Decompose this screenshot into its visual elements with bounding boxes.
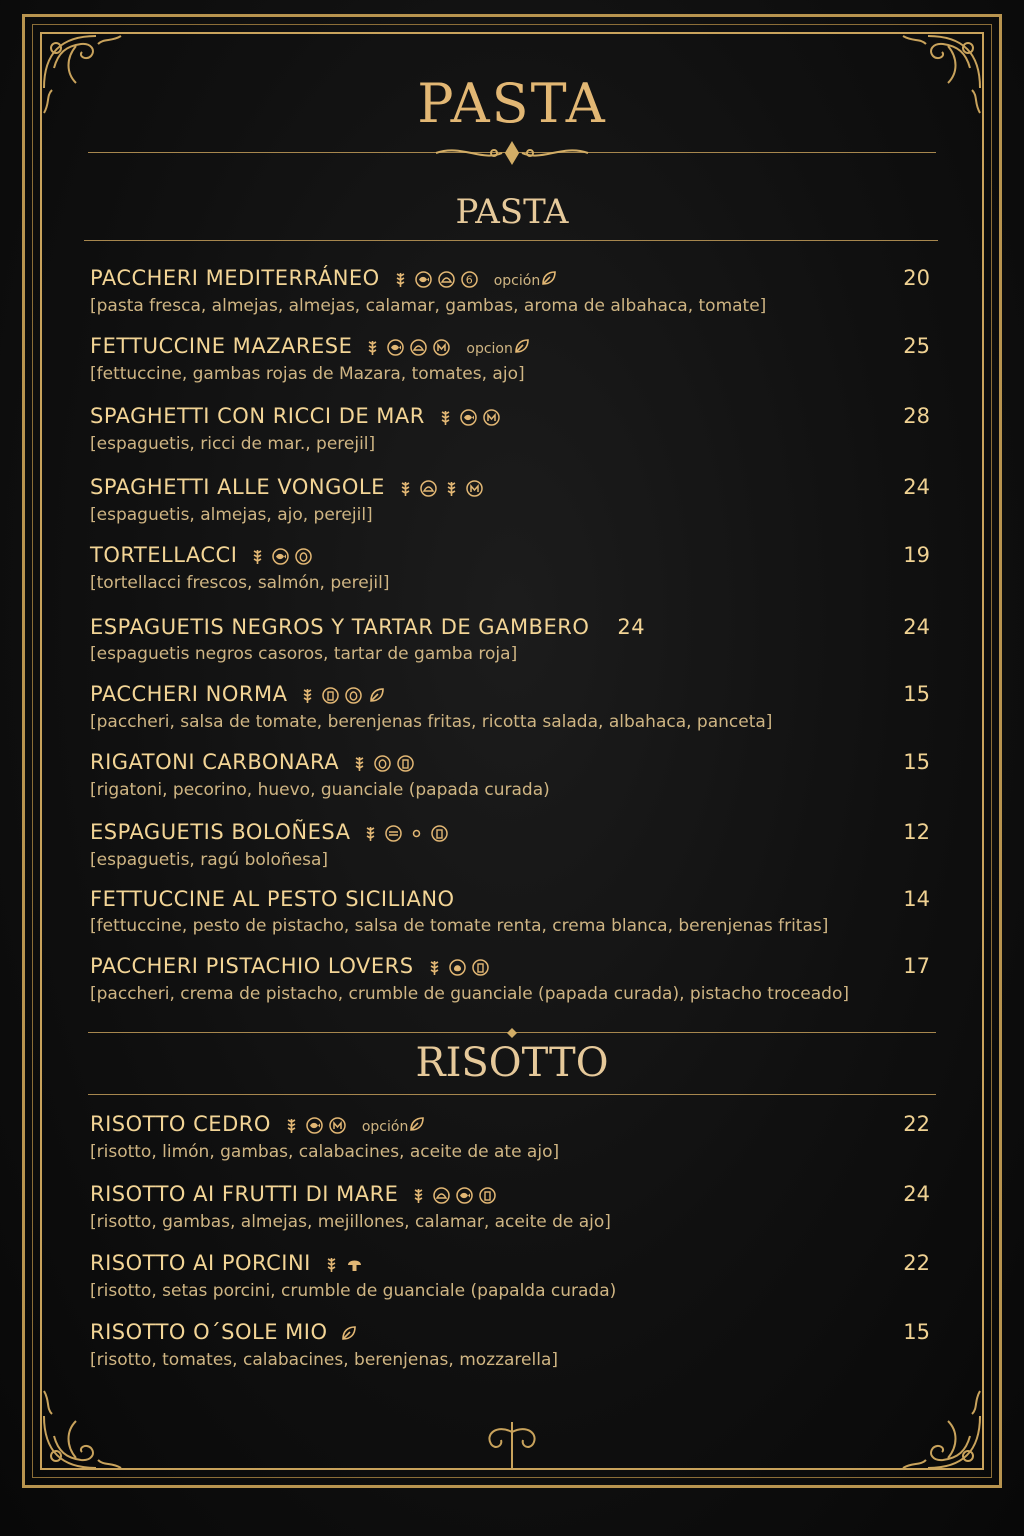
- item-price: 17: [903, 954, 930, 978]
- allergen-icons: [362, 821, 454, 845]
- menu-item: [90, 954, 930, 1004]
- item-name: [90, 1320, 930, 1345]
- item-price: 24: [903, 615, 930, 639]
- menu-item: [90, 266, 930, 316]
- shellfish-icon: [438, 271, 455, 288]
- item-price: 20: [903, 266, 930, 290]
- allergen-icons: [299, 683, 391, 707]
- shellfish-icon: [410, 339, 427, 356]
- item-extra-price: 24: [617, 615, 646, 639]
- item-name: [90, 475, 930, 500]
- allergen-icons: [437, 405, 506, 429]
- fish-icon: [272, 548, 289, 565]
- item-price: 12: [903, 820, 930, 844]
- wheat-icon: [364, 339, 381, 356]
- celery-icon: [385, 825, 402, 842]
- wheat-icon: [410, 1187, 427, 1204]
- item-description: [paccheri, salsa de tomate, berenjenas fritas, ricotta salada, albahaca, panceta]: [90, 712, 773, 732]
- dot-icon: [408, 825, 425, 842]
- item-description: [risotto, tomates, calabacines, berenjenas, mozzarella]: [90, 1350, 558, 1370]
- item-name: [90, 820, 930, 845]
- item-title: ESPAGUETIS BOLOÑESA: [90, 820, 351, 844]
- menu-item: [90, 543, 930, 593]
- item-price: 24: [903, 1182, 930, 1206]
- allergen-icons: [410, 1183, 502, 1207]
- item-title: RIGATONI CARBONARA: [90, 750, 340, 774]
- leaf-icon: [368, 687, 385, 704]
- menu-item: [90, 1112, 930, 1162]
- menu-item: [90, 615, 930, 664]
- item-title: RISOTTO AI PORCINI: [90, 1251, 311, 1275]
- item-title: RISOTTO O´SOLE MIO: [90, 1320, 328, 1344]
- item-name: [90, 1182, 930, 1207]
- mollusc-icon: [483, 409, 500, 426]
- item-name: [90, 887, 930, 911]
- menu-item: [90, 682, 930, 732]
- item-description: [espaguetis, ricci de mar., perejil]: [90, 434, 376, 454]
- item-title: SPAGHETTI CON RICCI DE MAR: [90, 404, 425, 428]
- item-price: 22: [903, 1112, 930, 1136]
- wheat-icon: [437, 409, 454, 426]
- menu-item: [90, 887, 930, 936]
- leaf-icon: [408, 1116, 425, 1133]
- mollusc-icon: [466, 480, 483, 497]
- title-flourish: [432, 140, 592, 171]
- allergen-icons: [283, 1113, 352, 1137]
- wheat-icon: [299, 687, 316, 704]
- egg-icon: [295, 548, 312, 565]
- milk-icon: [431, 825, 448, 842]
- item-description: [espaguetis, almejas, ajo, perejil]: [90, 505, 373, 525]
- bottom-center-ornament: [477, 1420, 547, 1475]
- item-name: [90, 266, 930, 291]
- allergen-icons: [426, 955, 495, 979]
- option-label: opción: [493, 273, 541, 289]
- allergen-icons: [323, 1252, 369, 1276]
- section-title-pasta: PASTA: [455, 192, 569, 232]
- wheat-icon: [443, 480, 460, 497]
- item-name: [90, 1112, 930, 1137]
- item-price: 15: [903, 1320, 930, 1344]
- milk-icon: [322, 687, 339, 704]
- item-title: FETTUCCINE MAZARESE: [90, 334, 353, 358]
- item-price: 15: [903, 682, 930, 706]
- leaf-icon: [340, 1325, 357, 1342]
- svg-text:6: 6: [465, 273, 473, 287]
- allergen-icons: [364, 335, 456, 359]
- item-description: [espaguetis negros casoros, tartar de gamba roja]: [90, 644, 518, 664]
- menu-item: [90, 404, 930, 454]
- fish-icon: [306, 1117, 323, 1134]
- item-title: RISOTTO CEDRO: [90, 1112, 271, 1136]
- item-title: TORTELLACCI: [90, 543, 238, 567]
- item-name: [90, 615, 930, 639]
- item-description: [fettuccine, pesto de pistacho, salsa de tomate renta, crema blanca, berenjenas fritas]: [90, 916, 829, 936]
- leaf-icon: [540, 270, 557, 287]
- shellfish-icon: [420, 480, 437, 497]
- allergen-icons: [351, 751, 420, 775]
- wheat-icon: [362, 825, 379, 842]
- item-title: RISOTTO AI FRUTTI DI MARE: [90, 1182, 399, 1206]
- wheat-icon: [351, 755, 368, 772]
- fish-icon: [415, 271, 432, 288]
- egg-icon: [345, 687, 362, 704]
- option-label: opción: [361, 1119, 409, 1135]
- wheat-icon: [426, 959, 443, 976]
- item-price: 25: [903, 334, 930, 358]
- item-price: 14: [903, 887, 930, 911]
- item-name: [90, 404, 930, 429]
- item-description: [pasta fresca, almejas, almejas, calamar, gambas, aroma de albahaca, tomate]: [90, 296, 767, 316]
- item-title: SPAGHETTI ALLE VONGOLE: [90, 475, 385, 499]
- egg-icon: [374, 755, 391, 772]
- item-description: [fettuccine, gambas rojas de Mazara, tomates, ajo]: [90, 364, 525, 384]
- section-title-risotto: RISOTTO: [415, 1040, 609, 1086]
- fish-icon: [460, 409, 477, 426]
- shellfish-icon: [433, 1187, 450, 1204]
- milk-icon: [479, 1187, 496, 1204]
- item-title: ESPAGUETIS NEGROS Y TARTAR DE GAMBERO: [90, 615, 590, 639]
- section-divider: [84, 240, 938, 241]
- item-description: [paccheri, crema de pistacho, crumble de guanciale (papada curada), pistacho troceado]: [90, 984, 850, 1004]
- allergen-icons: [340, 1321, 363, 1345]
- page-title: PASTA: [417, 72, 607, 135]
- section-divider: [88, 1094, 936, 1095]
- allergen-icons: [249, 544, 318, 568]
- menu-item: [90, 820, 930, 870]
- menu-item: [90, 1251, 930, 1301]
- option-label: opcion: [466, 341, 513, 357]
- item-title: PACCHERI MEDITERRÁNEO: [90, 266, 380, 290]
- mushroom-icon: [346, 1256, 363, 1273]
- menu-item: [90, 750, 930, 800]
- item-price: 28: [903, 404, 930, 428]
- item-title: PACCHERI NORMA: [90, 682, 288, 706]
- item-name: [90, 1251, 930, 1276]
- item-description: [risotto, setas porcini, crumble de guanciale (papalda curada): [90, 1281, 617, 1301]
- allergen-icons: [392, 267, 484, 291]
- menu-item: [90, 334, 930, 384]
- menu-item: [90, 1320, 930, 1370]
- fish-icon: [387, 339, 404, 356]
- item-price: 24: [903, 475, 930, 499]
- item-name: [90, 682, 930, 707]
- six-icon: [461, 271, 478, 288]
- mollusc-icon: [433, 339, 450, 356]
- milk-icon: [472, 959, 489, 976]
- item-title: FETTUCCINE AL PESTO SICILIANO: [90, 887, 455, 911]
- wheat-icon: [397, 480, 414, 497]
- fish-icon: [456, 1187, 473, 1204]
- item-name: [90, 543, 930, 568]
- item-name: [90, 954, 930, 979]
- item-description: [rigatoni, pecorino, huevo, guanciale (papada curada): [90, 780, 550, 800]
- milk-icon: [397, 755, 414, 772]
- item-description: [espaguetis, ragú boloñesa]: [90, 850, 329, 870]
- corner-ornament-bottom-left: [36, 1366, 146, 1476]
- item-description: [risotto, gambas, almejas, mejillones, calamar, aceite de ajo]: [90, 1212, 611, 1232]
- item-price: 19: [903, 543, 930, 567]
- nut-icon: [449, 959, 466, 976]
- item-title: PACCHERI PISTACHIO LOVERS: [90, 954, 414, 978]
- item-description: [tortellacci frescos, salmón, perejil]: [90, 573, 390, 593]
- wheat-icon: [392, 271, 409, 288]
- item-description: [risotto, limón, gambas, calabacines, aceite de ate ajo]: [90, 1142, 560, 1162]
- wheat-icon: [283, 1117, 300, 1134]
- menu-item: [90, 475, 930, 525]
- menu-item: [90, 1182, 930, 1232]
- corner-ornament-bottom-right: [878, 1366, 988, 1476]
- allergen-icons: [397, 476, 489, 500]
- wheat-icon: [249, 548, 266, 565]
- item-price: 15: [903, 750, 930, 774]
- leaf-icon: [513, 338, 530, 355]
- item-name: [90, 334, 930, 359]
- item-name: [90, 750, 930, 775]
- mollusc-icon: [329, 1117, 346, 1134]
- wheat-icon: [323, 1256, 340, 1273]
- item-price: 22: [903, 1251, 930, 1275]
